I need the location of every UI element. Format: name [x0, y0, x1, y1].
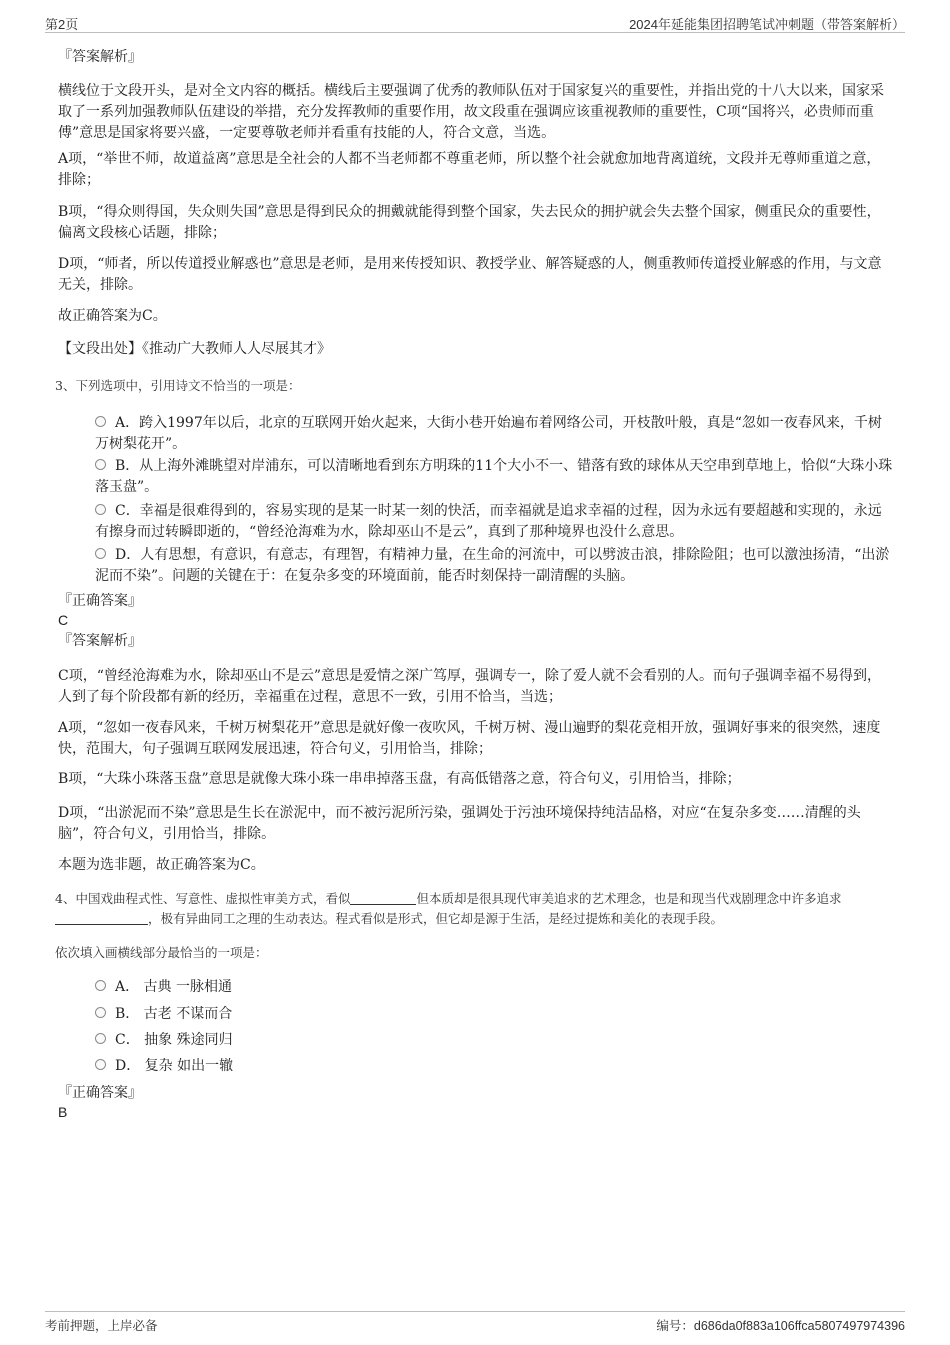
- correct-answer-label: 『正确答案』: [58, 593, 142, 609]
- page-footer: [45, 1311, 905, 1332]
- analysis-label: 『答案解析』: [58, 633, 142, 649]
- option-text: D．人有思想，有意识，有意志，有理智，有精神力量，在生命的河流中，可以劈波击浪，排除险阻；也可以激浊扬清，“出淤泥而不染”。问题的关键在于：在复杂多变的环境面前，能否时刻保持一副清醒的头脑。: [95, 547, 890, 584]
- correct-answer-value: C: [58, 612, 69, 628]
- question-4-option-b[interactable]: [95, 1003, 895, 1025]
- footer-slogan: 考前押题，上岸必备: [45, 1319, 158, 1333]
- correct-answer-value: B: [58, 1104, 68, 1120]
- radio-icon[interactable]: [95, 980, 106, 991]
- radio-icon[interactable]: [95, 1033, 106, 1044]
- analysis-label: 『答案解析』: [58, 49, 142, 65]
- page-number: 第2页: [45, 17, 79, 32]
- fill-blank-2: [55, 912, 148, 925]
- document-title: 2024年延能集团招聘笔试冲刺题（带答案解析）: [629, 17, 905, 32]
- analysis-paragraph-a: A项，“举世不师，故道益离”意思是全社会的人都不当老师都不尊重老师，所以整个社会就愈加地背离道统，文段并无尊师重道之意，排除；: [58, 151, 881, 188]
- question-3-option-a[interactable]: [95, 413, 895, 455]
- analysis-paragraph-d: D项，“师者，所以传道授业解惑也”意思是老师，是用来传授知识、教授学业、解答疑惑的人，侧重教师传道授业解惑的作用，与文意无关，排除。: [58, 256, 882, 293]
- analysis-conclusion: 故正确答案为C。: [58, 308, 167, 324]
- question-4-option-c[interactable]: [95, 1029, 895, 1051]
- radio-icon[interactable]: [95, 1059, 106, 1070]
- question-4-prompt: 依次填入画横线部分最恰当的一项是：: [55, 945, 268, 960]
- analysis-paragraph-main: 横线位于文段开头，是对全文内容的概括。横线后主要强调了优秀的教师队伍对于国家复兴的重要性，并指出党的十八大以来，国家采取了一系列加强教师队伍建设的举措，充分发挥教师的重要作用，故文段重在强调应该重视教师的重要性，C项“国将兴，必贵师而重傅”意思是国家将要兴盛，一定要尊敬老师并看重有技能的人，符合文意，当选。: [58, 83, 884, 141]
- stem-part-3: ，极有异曲同工之理的生动表达。程式看似是形式，但它却是源于生活，是经过提炼和美化的表现手段。: [148, 911, 724, 926]
- document-id: 编号：d686da0f883a106ffca5807497974396: [656, 1319, 905, 1333]
- correct-answer-label: 『正确答案』: [58, 1085, 142, 1101]
- question-4-stem: [55, 889, 905, 929]
- question-3-option-c[interactable]: [95, 501, 895, 543]
- question-3-option-b[interactable]: [95, 456, 895, 498]
- question-4-option-d[interactable]: [95, 1055, 895, 1077]
- analysis-paragraph-b: B项，“得众则得国，失众则失国”意思是得到民众的拥戴就能得到整个国家，失去民众的拥护就会失去整个国家，侧重民众的重要性，偏离文段核心话题，排除；: [58, 204, 881, 241]
- analysis-paragraph-c: C项，“曾经沧海难为水，除却巫山不是云”意思是爱情之深广笃厚，强调专一，除了爱人就不会看别的人。而句子强调幸福不易得到，人到了每个阶段都有新的经历，幸福重在过程，意思不一致，引用不恰当，当选；: [58, 668, 882, 705]
- analysis-conclusion: 本题为选非题，故正确答案为C。: [58, 857, 265, 873]
- question-3-option-d[interactable]: [95, 545, 895, 587]
- option-text: A． 古典 一脉相通: [115, 979, 233, 995]
- analysis-paragraph-a: A项，“忽如一夜春风来，千树万树梨花开”意思是就好像一夜吹风，千树万树、漫山遍野的梨花竞相开放，强调好事来的很突然，速度快，范围大，句子强调互联网发展迅速，符合句义，引用恰当，排除；: [58, 720, 881, 757]
- fill-blank-1: [350, 892, 416, 905]
- radio-icon[interactable]: [95, 504, 106, 515]
- option-text: A．跨入1997年以后，北京的互联网开始火起来，大街小巷开始遍布着网络公司，开枝散叶般，真是“忽如一夜春风来，千树万树梨花开”。: [95, 415, 882, 452]
- radio-icon[interactable]: [95, 548, 106, 559]
- page-header: [45, 10, 905, 33]
- analysis-paragraph-d: D项，“出淤泥而不染”意思是生长在淤泥中，而不被污泥所污染，强调处于污浊环境保持纯洁品格，对应“在复杂多变……清醒的头脑”，符合句义，引用恰当，排除。: [58, 805, 861, 842]
- question-3-stem: 3、下列选项中，引用诗文不恰当的一项是：: [55, 378, 301, 393]
- option-text: B．从上海外滩眺望对岸浦东，可以清晰地看到东方明珠的11个大小不一、错落有致的球体从天空串到草地上，恰似“大珠小珠落玉盘”。: [95, 458, 893, 495]
- radio-icon[interactable]: [95, 1007, 106, 1018]
- option-text: B． 古老 不谋而合: [115, 1006, 233, 1022]
- source-citation: 【文段出处】《推动广大教师人人尽展其才》: [58, 341, 331, 357]
- stem-part-2: 但本质却是很具现代审美追求的艺术理念，也是和现当代戏剧理念中许多追求: [416, 891, 842, 906]
- radio-icon[interactable]: [95, 416, 106, 427]
- stem-part-1: 4、中国戏曲程式性、写意性、虚拟性审美方式，看似: [55, 891, 351, 906]
- analysis-paragraph-b: B项，“大珠小珠落玉盘”意思是就像大珠小珠一串串掉落玉盘，有高低错落之意，符合句义，引用恰当，排除；: [58, 771, 741, 787]
- question-4-option-a[interactable]: [95, 976, 895, 998]
- option-text: D． 复杂 如出一辙: [115, 1058, 234, 1074]
- radio-icon[interactable]: [95, 459, 106, 470]
- option-text: C． 抽象 殊途同归: [115, 1032, 233, 1048]
- option-text: C．幸福是很难得到的，容易实现的是某一时某一刻的快活，而幸福就是追求幸福的过程，因为永远有要超越和实现的，永远有擦身而过转瞬即逝的，“曾经沧海难为水，除却巫山不是云”，真到了那种境界也没什么意思。: [95, 503, 882, 540]
